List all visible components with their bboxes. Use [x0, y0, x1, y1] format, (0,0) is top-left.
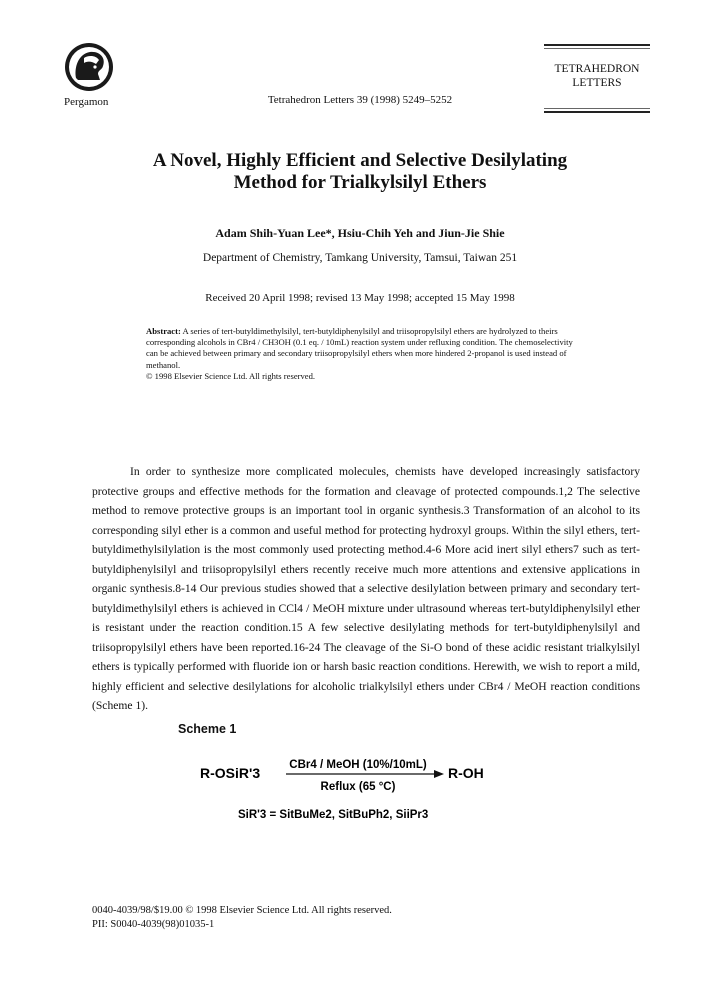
- publisher-name: Pergamon: [64, 96, 109, 108]
- scheme-definition: SiR'3 = SitBuMe2, SitBuPh2, SiiPr3: [238, 809, 429, 821]
- affiliation: Department of Chemistry, Tamkang University, Tamsui, Taiwan 251: [202, 252, 518, 264]
- masthead-line-1: TETRAHEDRON: [554, 63, 640, 75]
- abstract-label: Abstract:: [146, 326, 181, 336]
- pergamon-logo-icon: [56, 42, 122, 92]
- article-title: [0, 150, 720, 194]
- scheme-reactant: R-OSiR'3: [200, 765, 261, 781]
- title-line-1: A Novel, Highly Efficient and Selective Desilylating: [152, 150, 568, 171]
- abstract-copyright: © 1998 Elsevier Science Ltd. All rights reserved.: [146, 370, 316, 381]
- body-text: [92, 462, 640, 716]
- masthead-rule: [544, 111, 650, 113]
- masthead-rule: [544, 48, 650, 49]
- abstract-body: [146, 326, 582, 371]
- received-dates: Received 20 April 1998; revised 13 May 1998; accepted 15 May 1998: [205, 292, 515, 304]
- abstract-text: A series of tert-butyldimethylsilyl, tert-butyldiphenylsilyl and triisopropylsilyl ethers are hydrolyzed to theirs corresponding alcohols in CBr4 / CH3OH (0.1 eq. / 10mL) reaction system under refluxing condition. The chemoselectivity can be achieved between primary and secondary triisopropylsilyl ethers when more hindered 2-propanol is used instead of methanol.: [146, 326, 573, 370]
- title-line-2: Method for Trialkylsilyl Ethers: [233, 172, 487, 193]
- scheme-product: R-OH: [448, 765, 484, 781]
- body-paragraph: In order to synthesize more complicated molecules, chemists have developed increasingly satisfactory protective groups and effective methods for the formation and cleavage of protected compounds.1,2 The selective method to remove protective groups is an important tool in organic synthesis.3 Transformation of an alcohol to its corresponding silyl ether is a common and useful method for protecting hydroxyl groups. Within the silyl ethers, tert-butyldimethylsilylation is the most commonly used protecting method.4-6 More acid inert silyl ethers7 such as tert-butyldiphenylsilyl and triisopropylsilyl ethers recently receive much more attentions and extensive applications in organic synthesis.8-14 Our previous studies showed that a selective desilylation between primary and secondary tert-butyldimethylsilyl ethers is achieved in CCl4 / MeOH mixture under ultrasound whereas tert-butyldiphenylsilyl ether is resistant under the reaction condition.15 A few selective desilylating methods for tert-butyldiphenylsilyl and triisopropylsilyl ethers have been reported.16-24 The cleavage of the Si-O bond of these acidic resistant trialkylsilyl ethers is typically performed with fluoride ion or harsh basic reaction conditions. Herewith, we wish to report a mild, highly efficient and selective desilylations for alcoholic trialkylsilyl ethers under CBr4 / MeOH reaction conditions (Scheme 1).: [92, 465, 640, 712]
- journal-masthead: [544, 62, 650, 90]
- scheme-label: Scheme 1: [178, 722, 237, 736]
- footer-pii: PII: S0040-4039(98)01035-1: [92, 919, 215, 930]
- abstract: [146, 326, 582, 382]
- footer-issn: 0040-4039/98/$19.00 © 1998 Elsevier Science Ltd. All rights reserved.: [92, 905, 392, 916]
- masthead-rule: [544, 44, 650, 46]
- scheme-reagent-bottom: Reflux (65 °C): [320, 781, 396, 793]
- masthead-rule: [544, 108, 650, 109]
- reaction-scheme: [196, 756, 536, 836]
- reaction-arrow-head-icon: [434, 770, 444, 778]
- footer: [92, 904, 392, 932]
- journal-citation: Tetrahedron Letters 39 (1998) 5249–5252: [267, 94, 453, 106]
- author-list: Adam Shih-Yuan Lee*, Hsiu-Chih Yeh and Jiun-Jie Shie: [215, 226, 505, 240]
- masthead-line-2: LETTERS: [572, 77, 622, 89]
- scheme-reagent-top: CBr4 / MeOH (10%/10mL): [289, 759, 427, 771]
